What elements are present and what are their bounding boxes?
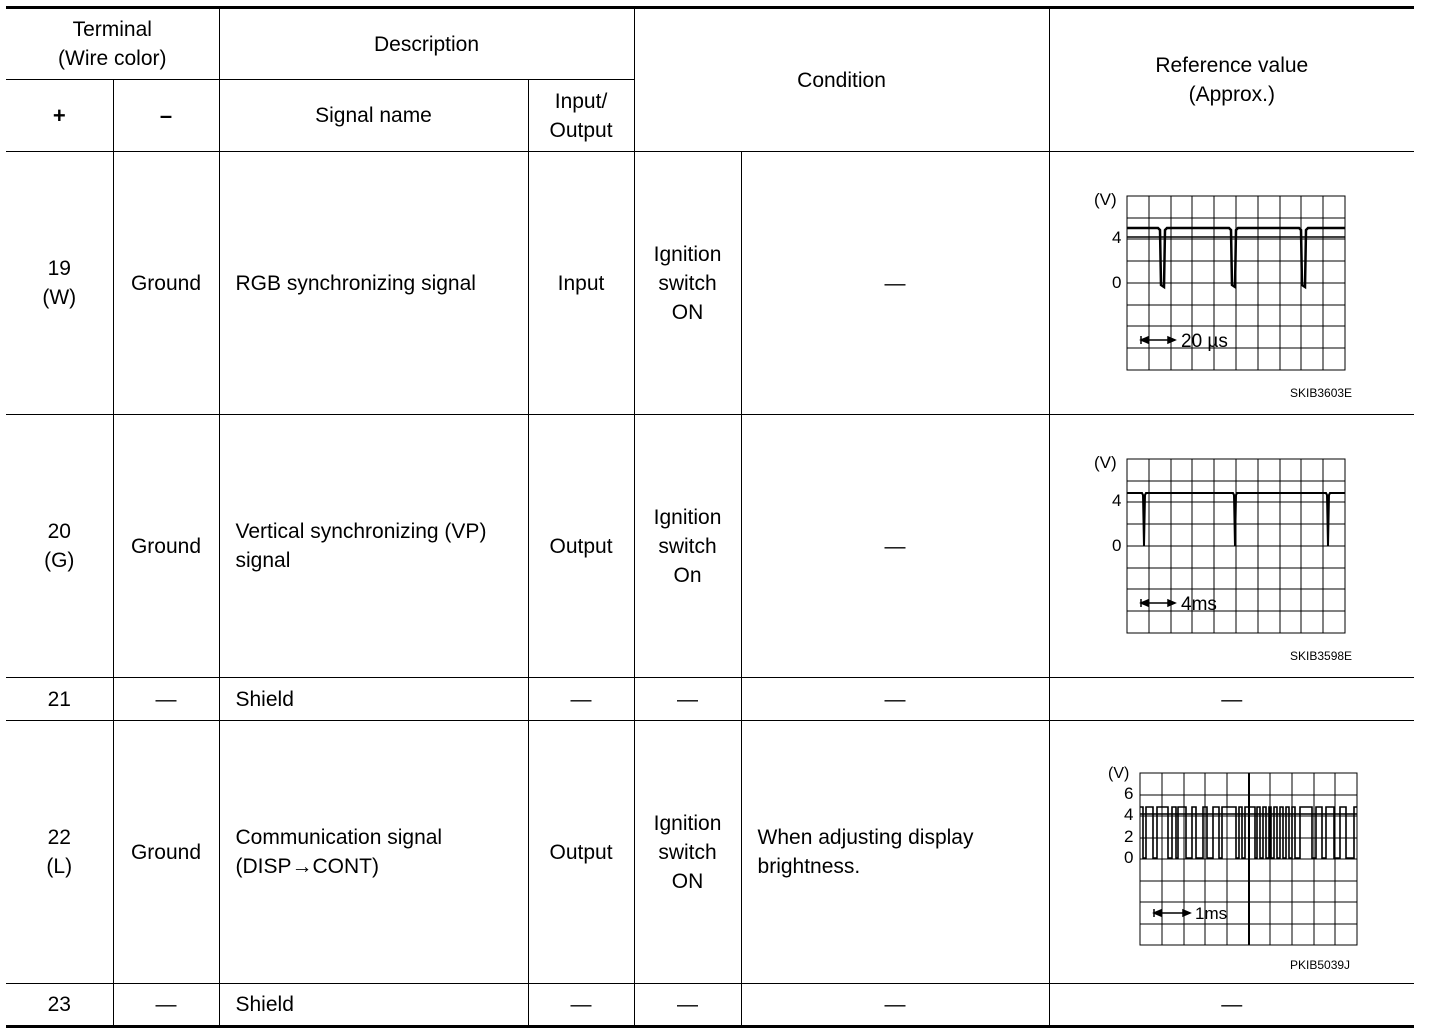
time-label: 1ms: [1194, 904, 1227, 923]
condition-line1: Ignition: [653, 242, 722, 266]
condition-cell: —: [634, 678, 741, 721]
signal-name-cell: RGB synchronizing signal: [219, 152, 528, 415]
io-header-line2: Output: [549, 118, 613, 142]
reference-waveform-cell: [1049, 152, 1414, 415]
signal-name-cell: [219, 415, 528, 678]
condition-detail-cell: —: [741, 152, 1049, 415]
y-label-0: 0: [1111, 536, 1121, 555]
ground-cell: —: [113, 678, 219, 721]
condition-line2: switch: [658, 534, 717, 558]
io-cell: Output: [528, 721, 634, 984]
reference-cell: —: [1049, 678, 1414, 721]
signal-name-cell: Shield: [219, 678, 528, 721]
table-row: [6, 984, 1414, 1027]
waveform-trace: [1127, 493, 1345, 546]
waveform-rgb-sync: [1050, 152, 1415, 414]
signal-name-line2: (DISP→CONT): [235, 855, 379, 878]
io-cell: Output: [528, 415, 634, 678]
condition-detail-line1: When adjusting display: [757, 826, 974, 849]
reference-header-line1: Reference value: [1155, 54, 1309, 77]
figure-id: SKIB3598E: [1289, 649, 1352, 663]
waveform-vertical-sync: [1050, 415, 1415, 677]
y-label-0: 0: [1111, 273, 1121, 292]
terminal-number: 22: [47, 826, 71, 849]
reference-waveform-cell: [1049, 721, 1414, 984]
plus-header: +: [6, 80, 113, 152]
time-label: 20 µs: [1180, 331, 1228, 352]
time-scale-marker: [1141, 336, 1175, 344]
condition-line3: ON: [671, 869, 704, 893]
reference-waveform-cell: [1049, 415, 1414, 678]
condition-line3: ON: [671, 300, 704, 324]
ground-cell: Ground: [113, 721, 219, 984]
figure-id: PKIB5039J: [1289, 958, 1350, 972]
reference-cell: —: [1049, 984, 1414, 1027]
y-label-0: 0: [1123, 848, 1133, 867]
signal-name-line1: Vertical synchronizing (VP): [235, 520, 487, 543]
y-label-2: 2: [1123, 827, 1133, 846]
condition-cell: [634, 415, 741, 678]
condition-line2: switch: [658, 271, 717, 295]
io-header: [528, 80, 634, 152]
time-label: 4ms: [1180, 594, 1217, 615]
terminal-number-cell: [6, 721, 113, 984]
condition-detail-cell: —: [741, 678, 1049, 721]
wire-color: (L): [46, 855, 73, 878]
unit-label: (V): [1093, 190, 1117, 209]
minus-header: –: [113, 80, 219, 152]
condition-line2: switch: [658, 840, 717, 864]
signal-name-line2: signal: [235, 549, 291, 572]
terminal-spec-table: [6, 6, 1414, 1028]
table-row: [6, 415, 1414, 678]
condition-cell: [634, 152, 741, 415]
ground-cell: Ground: [113, 152, 219, 415]
reference-header-line2: (Approx.): [1188, 83, 1275, 106]
terminal-number-cell: [6, 152, 113, 415]
condition-line1: Ignition: [653, 505, 722, 529]
terminal-header-line1: Terminal: [72, 18, 152, 41]
unit-label: (V): [1107, 765, 1129, 782]
reference-header: [1049, 8, 1414, 152]
wire-color: (W): [42, 286, 77, 309]
condition-cell: —: [634, 984, 741, 1027]
condition-header: Condition: [634, 8, 1049, 152]
condition-cell: [634, 721, 741, 984]
unit-label: (V): [1093, 453, 1117, 472]
condition-detail-line2: brightness.: [757, 855, 861, 878]
ground-cell: —: [113, 984, 219, 1027]
signal-name-header: Signal name: [219, 80, 528, 152]
io-header-line1: Input/: [554, 89, 608, 113]
condition-line3: On: [673, 563, 702, 587]
terminal-header-line2: (Wire color): [58, 47, 167, 70]
terminal-number-cell: [6, 415, 113, 678]
table-row: [6, 721, 1414, 984]
table-row: [6, 152, 1414, 415]
wire-color: (G): [44, 549, 75, 572]
y-label-4: 4: [1111, 228, 1121, 247]
terminal-number-cell: 23: [6, 984, 113, 1027]
terminal-header: [6, 8, 219, 80]
io-cell: Input: [528, 152, 634, 415]
terminal-number-cell: 21: [6, 678, 113, 721]
signal-name-cell: [219, 721, 528, 984]
description-header: Description: [219, 8, 634, 80]
y-label-4: 4: [1111, 491, 1121, 510]
condition-detail-cell: —: [741, 415, 1049, 678]
condition-line1: Ignition: [653, 811, 722, 835]
figure-id: SKIB3603E: [1289, 386, 1352, 400]
waveform-communication: [1050, 721, 1415, 983]
y-label-6: 6: [1123, 784, 1133, 803]
time-scale-marker: [1141, 599, 1175, 607]
table-row: [6, 678, 1414, 721]
io-cell: —: [528, 678, 634, 721]
signal-name-cell: Shield: [219, 984, 528, 1027]
terminal-number: 20: [47, 520, 71, 543]
ground-cell: Ground: [113, 415, 219, 678]
header-row-1: [6, 8, 1414, 80]
condition-detail-cell: [741, 721, 1049, 984]
signal-name-line1: Communication signal: [235, 826, 443, 849]
time-scale-marker: [1154, 909, 1190, 917]
terminal-number: 19: [47, 257, 71, 280]
condition-detail-cell: —: [741, 984, 1049, 1027]
y-label-4: 4: [1123, 805, 1133, 824]
io-cell: —: [528, 984, 634, 1027]
